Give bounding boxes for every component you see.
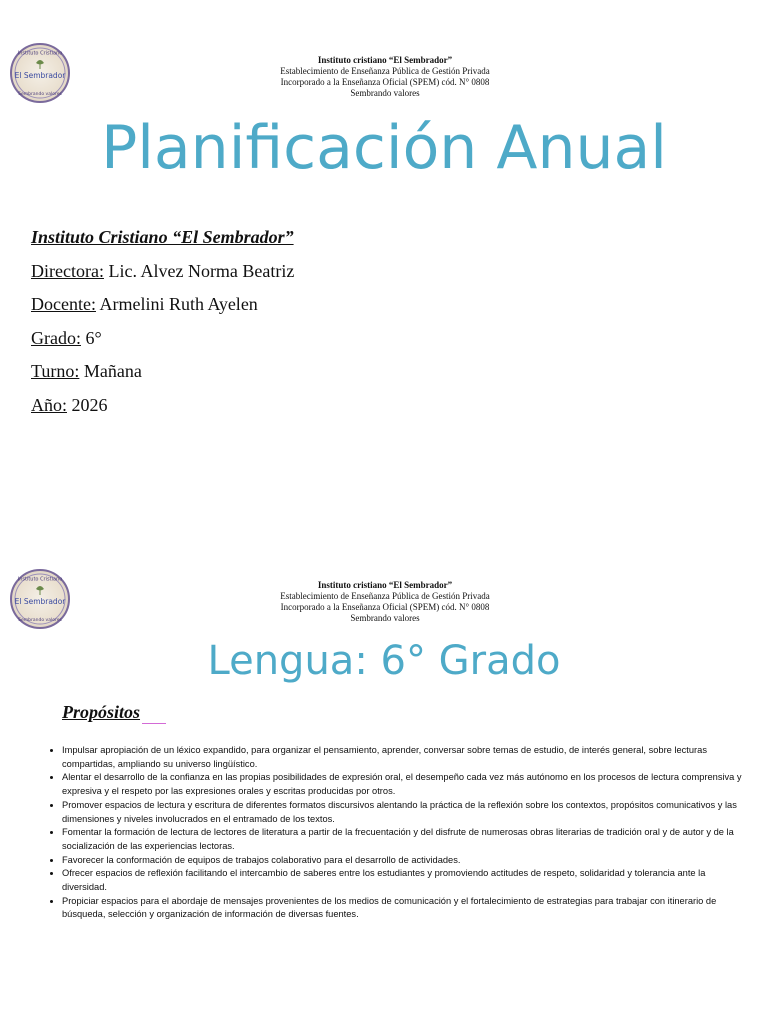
list-item: • Ofrecer espacios de reflexión facilitando el intercambio de saberes entre los estudiantes y promoviendo actitudes de respeto, solidaridad y tolerancia ante la diversidad. xyxy=(62,867,752,894)
logo-emblem-icon xyxy=(12,571,68,627)
list-item: • Fomentar la formación de lectura de lectores de literatura a partir de la frecuentación y del disfrute de numerosas obras literarias de tradición oral y de autor y de la socialización de las experiencias lectoras. xyxy=(62,826,752,853)
field-grado xyxy=(31,326,294,360)
institution-header xyxy=(230,55,540,99)
field-value: Lic. Alvez Norma Beatriz xyxy=(103,260,295,281)
logo-name: El Sembrador xyxy=(14,71,66,80)
logo-top-text: Instituto Cristiano xyxy=(17,50,63,57)
field-value: 6° xyxy=(80,327,102,348)
logo-name: El Sembrador xyxy=(14,597,66,606)
field-label: Docente: xyxy=(31,294,96,314)
field-label: Grado: xyxy=(31,327,81,348)
field-turno xyxy=(31,359,294,393)
field-label: Directora: xyxy=(31,260,104,281)
field-value: Mañana xyxy=(79,361,142,381)
header-title: Instituto cristiano “El Sembrador” xyxy=(317,55,453,65)
purposes-heading: Propósitos xyxy=(62,702,166,724)
list-item: • Impulsar apropiación de un léxico expandido, para organizar el pensamiento, aprender, conversar sobre temas de estudio, de interés general, sobre lecturas compartidas, ampliando su universo lingüístico. xyxy=(62,744,752,771)
header-title: Instituto cristiano “El Sembrador” xyxy=(317,580,453,590)
school-logo xyxy=(10,43,70,103)
logo-top-text: Instituto Cristiano xyxy=(17,576,63,583)
field-label: Año: xyxy=(31,394,67,415)
header-line-3: Sembrando valores xyxy=(350,613,420,623)
page-title: Planificación Anual xyxy=(101,113,667,183)
header-line-2: Incorporado a la Enseñanza Oficial (SPEM) cód. N° 0808 xyxy=(280,602,490,612)
header-line-2: Incorporado a la Enseñanza Oficial (SPEM) cód. N° 0808 xyxy=(280,77,490,87)
field-anio xyxy=(31,393,294,427)
school-logo xyxy=(10,569,70,629)
school-name: Instituto Cristiano “El Sembrador” xyxy=(31,227,294,247)
list-item: • Promover espacios de lectura y escritura de diferentes formatos discursivos alentando la práctica de la reflexión sobre los contextos, propósitos comunicativos y las dimensiones y niveles involucrados en el entramado de los textos. xyxy=(62,799,752,826)
field-label: Turno: xyxy=(31,361,80,381)
subject-title: Lengua: 6° Grado xyxy=(207,638,561,684)
field-value: 2026 xyxy=(67,394,108,415)
list-item: • Alentar el desarrollo de la confianza en las propias posibilidades de expresión oral, el desempeño cada vez más autónomo en los procesos de lectura comprensiva y expresiva y el respeto por las expresiones orales y escritas producidas por otros. xyxy=(62,771,752,798)
institution-header xyxy=(230,580,540,624)
logo-motto: Sembrando valores xyxy=(18,618,62,623)
field-value: Armelini Ruth Ayelen xyxy=(95,294,258,314)
purposes-list xyxy=(46,744,752,922)
list-item: • Propiciar espacios para el abordaje de mensajes provenientes de los medios de comunicación y el fortalecimiento de estrategias para trabajar con itinerario de búsqueda, selección y organización de información de diversas fuentes. xyxy=(62,895,752,922)
logo-motto: Sembrando valores xyxy=(18,92,62,97)
header-line-1: Establecimiento de Enseñanza Pública de Gestión Privada xyxy=(280,66,490,76)
header-line-1: Establecimiento de Enseñanza Pública de Gestión Privada xyxy=(280,591,490,601)
field-docente xyxy=(31,292,294,326)
info-block xyxy=(31,225,294,426)
header-line-3: Sembrando valores xyxy=(350,88,420,98)
list-item: • Favorecer la conformación de equipos de trabajos colaborativo para el desarrollo de actividades. xyxy=(62,854,752,868)
logo-emblem-icon xyxy=(12,45,68,101)
field-directora xyxy=(31,259,294,293)
